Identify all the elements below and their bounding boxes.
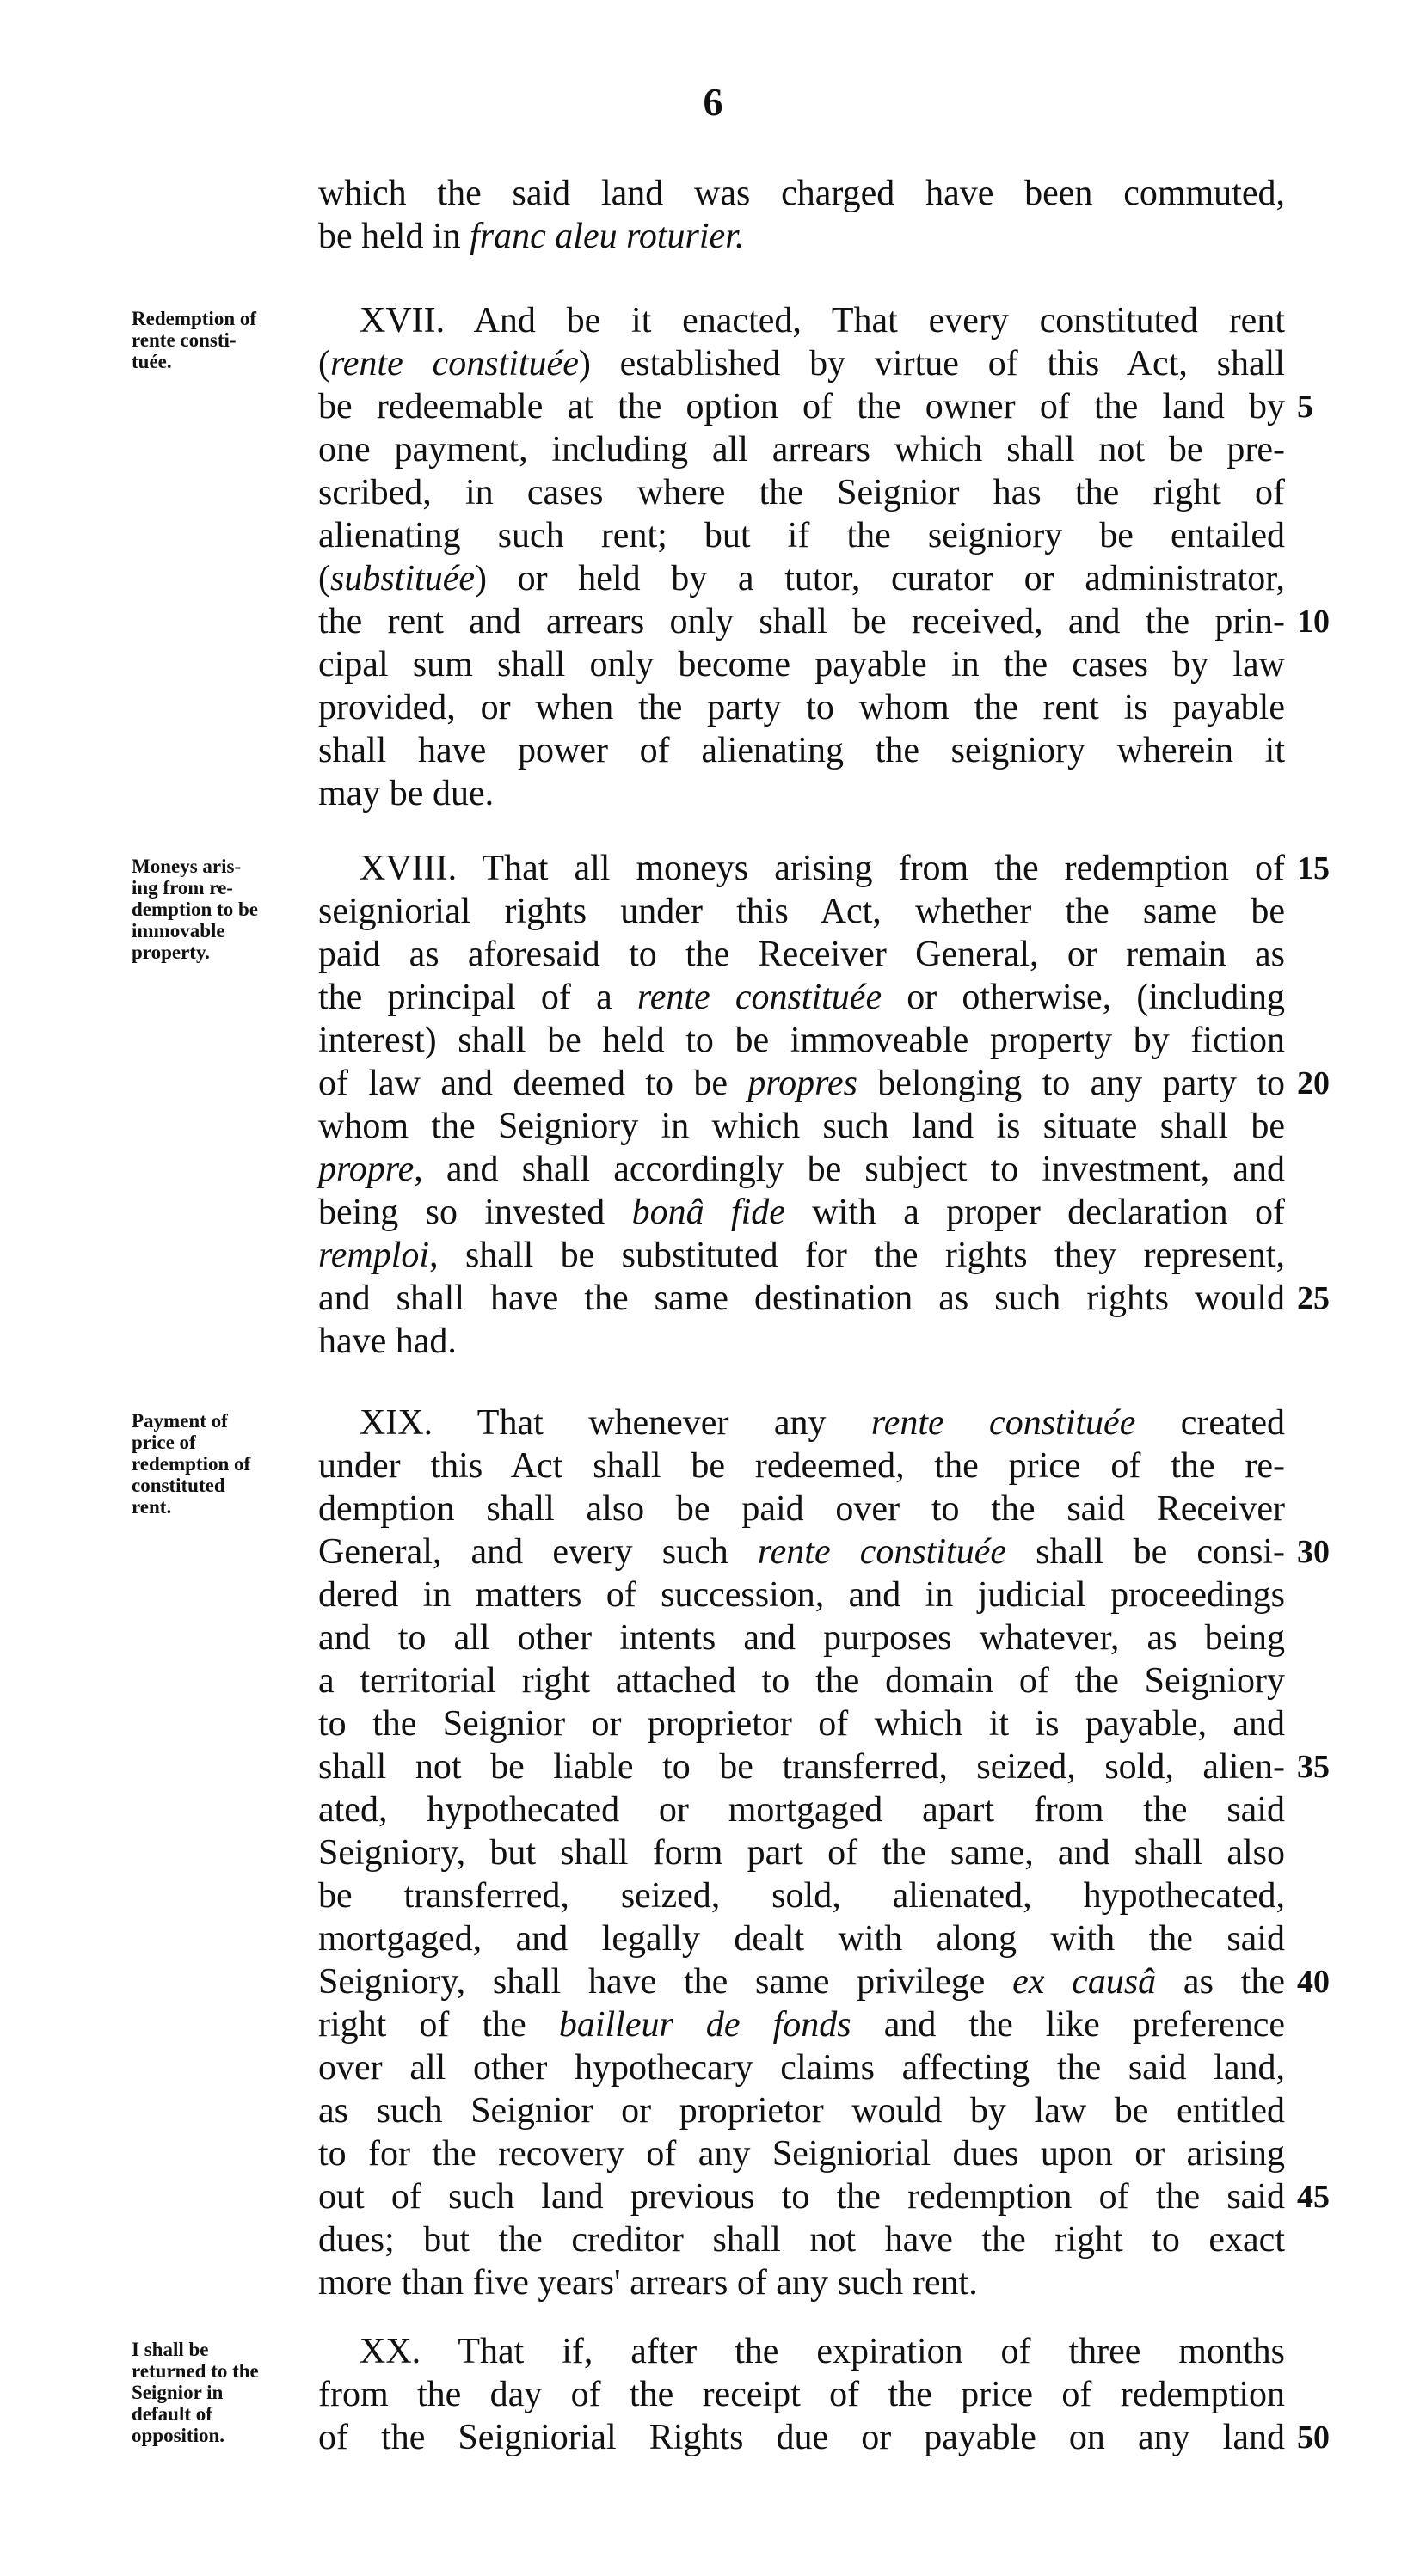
text-line: out of such land previous to the redemption of the said: [318, 2177, 1285, 2217]
text-line: from the day of the receipt of the price of redemption: [318, 2375, 1285, 2414]
text-line: General, and every such rente constituée shall be consi-: [318, 1532, 1286, 1572]
margin-note-line: Payment of: [132, 1410, 228, 1432]
text-line: a territorial right attached to the domain of the Seigniory: [318, 1661, 1285, 1701]
text-line: paid as aforesaid to the Receiver General, or remain as: [318, 935, 1285, 974]
margin-note-line: Moneys aris-: [132, 856, 242, 877]
text-line: to the Seignior or proprietor of which it is payable, and: [318, 1704, 1285, 1744]
text-line: and to all other intents and purposes whatever, as being: [318, 1618, 1285, 1658]
section-xix: [318, 1401, 1285, 2304]
margin-note-moneys-arising: [132, 856, 304, 963]
text-line: be transferred, seized, sold, alienated, hypothecated,: [318, 1876, 1285, 1916]
text-line: to for the recovery of any Seigniorial dues upon or arising: [318, 2134, 1285, 2174]
text-line: one payment, including all arrears which shall not be pre-: [318, 430, 1285, 469]
text-line: may be due.: [318, 774, 495, 813]
section-xx: [318, 2330, 1285, 2459]
text-line: XX. That if, after the expiration of three months: [360, 2332, 1285, 2371]
margin-note-payment-of-price: [132, 1410, 304, 1518]
text-line: scribed, in cases where the Seignior has the right of: [318, 473, 1285, 512]
margin-note-line: opposition.: [132, 2425, 225, 2446]
margin-note-line: I shall be: [132, 2339, 209, 2360]
text-line: interest) shall be held to be immoveable property by fiction: [318, 1021, 1285, 1060]
text-line: shall have power of alienating the seigniory wherein it: [318, 731, 1285, 770]
text-line: being so invested bonâ fide with a proper declaration of: [318, 1193, 1285, 1232]
text-line: the principal of a rente constituée or otherwise, (including: [318, 978, 1286, 1017]
text-line: which the said land was charged have been commuted,: [318, 174, 1285, 213]
text-line: Seigniory, shall have the same privilege ex causâ as the: [318, 1962, 1285, 2002]
line-number: 20: [1297, 1065, 1330, 1101]
margin-note-line: Seignior in: [132, 2382, 224, 2403]
line-number: 35: [1297, 1749, 1330, 1785]
text-line: XVII. And be it enacted, That every constituted rent: [360, 301, 1285, 340]
text-line: Seigniory, but shall form part of the same, and shall also: [318, 1833, 1285, 1873]
text-line: be redeemable at the option of the owner of the land by: [318, 387, 1285, 426]
continuation-paragraph: [318, 172, 1285, 258]
text-line: dues; but the creditor shall not have the right to exact: [318, 2220, 1285, 2260]
text-line: demption shall also be paid over to the said Receiver: [318, 1489, 1285, 1529]
margin-note-returned-to-seignior: [132, 2339, 304, 2446]
margin-note-line: immovable: [132, 920, 225, 941]
margin-note-line: returned to the: [132, 2360, 259, 2382]
text-line: mortgaged, and legally dealt with along with the said: [318, 1919, 1285, 1959]
text-line: remploi, shall be substituted for the rights they represent,: [318, 1236, 1285, 1275]
text-line: seigniorial rights under this Act, whether the same be: [318, 892, 1285, 931]
text-line: have had.: [318, 1322, 457, 1361]
text-line: of the Seigniorial Rights due or payable on any land: [318, 2418, 1285, 2457]
text-line: (rente constituée) established by virtue of this Act, shall: [318, 344, 1286, 383]
text-line: more than five years' arrears of any such rent.: [318, 2263, 978, 2303]
section-xvii: [318, 299, 1285, 815]
line-number: 25: [1297, 1280, 1330, 1316]
margin-note-line: property.: [132, 941, 210, 963]
margin-note-line: ing from re-: [132, 877, 233, 899]
line-number: 30: [1297, 1534, 1330, 1570]
text-line: (substituée) or held by a tutor, curator or administrator,: [318, 559, 1285, 598]
text-line: the rent and arrears only shall be received, and the prin-: [318, 602, 1285, 641]
margin-note-line: Redemption of: [132, 308, 257, 329]
page-number: 6: [703, 80, 723, 124]
text-line: of law and deemed to be propres belonging to any party to: [318, 1064, 1285, 1103]
text-line: under this Act shall be redeemed, the price of the re-: [318, 1446, 1285, 1486]
margin-note-line: default of: [132, 2403, 212, 2425]
margin-note-redemption-of-rente: [132, 308, 304, 372]
line-number: 5: [1297, 389, 1313, 425]
margin-note-line: rent.: [132, 1496, 172, 1518]
text-line: as such Seignior or proprietor would by law be entitled: [318, 2091, 1285, 2131]
text-line: propre, and shall accordingly be subject to investment, and: [318, 1150, 1285, 1189]
text-line: XVIII. That all moneys arising from the redemption of: [360, 849, 1285, 888]
text-line: provided, or when the party to whom the rent is payable: [318, 688, 1285, 727]
line-number: 45: [1297, 2179, 1330, 2215]
text-line: whom the Seigniory in which such land is situate shall be: [318, 1107, 1285, 1146]
text-line: dered in matters of succession, and in judicial proceedings: [318, 1575, 1285, 1615]
text-line: right of the bailleur de fonds and the like preference: [318, 2005, 1285, 2045]
text-line: over all other hypothecary claims affecting the said land,: [318, 2048, 1285, 2088]
text-line: ated, hypothecated or mortgaged apart from the said: [318, 1790, 1285, 1830]
text-line: cipal sum shall only become payable in the cases by law: [318, 645, 1285, 684]
text-line: alienating such rent; but if the seigniory be entailed: [318, 516, 1285, 555]
text-line: XIX. That whenever any rente constituée created: [360, 1403, 1285, 1443]
margin-note-line: demption to be: [132, 899, 258, 920]
line-number: 50: [1297, 2420, 1330, 2456]
margin-note-line: constituted: [132, 1475, 225, 1496]
line-number: 40: [1297, 1964, 1330, 2000]
text-line: and shall have the same destination as such rights would: [318, 1279, 1285, 1318]
line-number: 10: [1297, 604, 1330, 640]
line-number: 15: [1297, 850, 1330, 886]
margin-note-line: tuée.: [132, 351, 172, 372]
text-line: shall not be liable to be transferred, seized, sold, alien-: [318, 1747, 1285, 1787]
text-line: be held in franc aleu roturier.: [318, 217, 745, 256]
section-xviii: [318, 847, 1285, 1363]
margin-note-line: price of: [132, 1432, 196, 1453]
margin-note-line: rente consti-: [132, 329, 237, 351]
margin-note-line: redemption of: [132, 1453, 251, 1475]
